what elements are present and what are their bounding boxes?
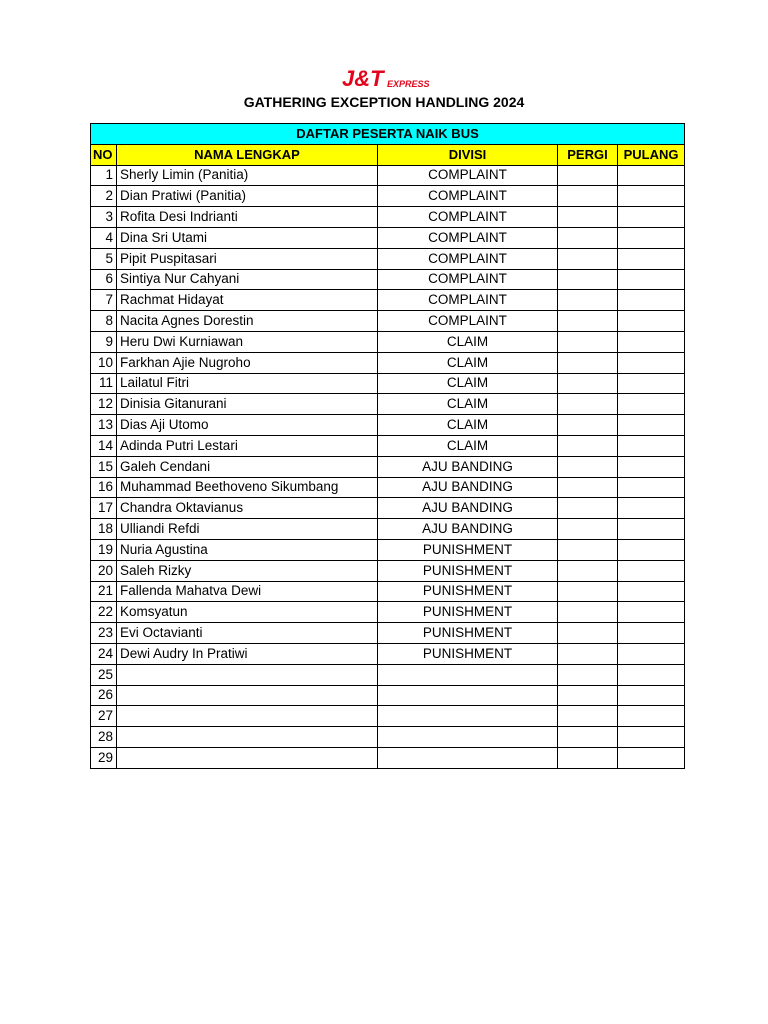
cell-pulang <box>618 415 685 436</box>
cell-divisi: PUNISHMENT <box>378 602 558 623</box>
table-row <box>91 373 685 394</box>
cell-name: Komsyatun <box>117 602 378 623</box>
cell-divisi: PUNISHMENT <box>378 581 558 602</box>
table-row <box>91 456 685 477</box>
cell-name: Sherly Limin (Panitia) <box>117 165 378 186</box>
cell-pergi <box>558 331 618 352</box>
cell-no: 16 <box>91 477 117 498</box>
table-row <box>91 227 685 248</box>
cell-pulang <box>618 477 685 498</box>
header-pergi: PERGI <box>558 144 618 165</box>
cell-no: 2 <box>91 186 117 207</box>
cell-name: Lailatul Fitri <box>117 373 378 394</box>
cell-no: 24 <box>91 643 117 664</box>
cell-divisi: COMPLAINT <box>378 290 558 311</box>
cell-pergi <box>558 165 618 186</box>
cell-divisi: COMPLAINT <box>378 207 558 228</box>
cell-pulang <box>618 186 685 207</box>
cell-pulang <box>618 581 685 602</box>
cell-name: Heru Dwi Kurniawan <box>117 331 378 352</box>
cell-no: 1 <box>91 165 117 186</box>
table-row <box>91 560 685 581</box>
cell-pulang <box>618 269 685 290</box>
cell-name: Rofita Desi Indrianti <box>117 207 378 228</box>
table-row <box>91 165 685 186</box>
table-row <box>91 415 685 436</box>
cell-no: 7 <box>91 290 117 311</box>
cell-name: Evi Octavianti <box>117 623 378 644</box>
cell-divisi: COMPLAINT <box>378 269 558 290</box>
cell-name <box>117 664 378 685</box>
cell-pergi <box>558 269 618 290</box>
table-banner: DAFTAR PESERTA NAIK BUS <box>91 124 685 145</box>
cell-pulang <box>618 352 685 373</box>
cell-divisi <box>378 727 558 748</box>
cell-divisi: PUNISHMENT <box>378 623 558 644</box>
cell-pergi <box>558 290 618 311</box>
cell-no: 18 <box>91 519 117 540</box>
cell-divisi: COMPLAINT <box>378 165 558 186</box>
header-divisi: DIVISI <box>378 144 558 165</box>
cell-divisi: AJU BANDING <box>378 498 558 519</box>
table-row <box>91 581 685 602</box>
header-no: NO <box>91 144 117 165</box>
cell-pergi <box>558 623 618 644</box>
table-row <box>91 331 685 352</box>
cell-pulang <box>618 664 685 685</box>
cell-name: Chandra Oktavianus <box>117 498 378 519</box>
header-pulang: PULANG <box>618 144 685 165</box>
cell-no: 5 <box>91 248 117 269</box>
cell-pergi <box>558 186 618 207</box>
jt-express-logo-mark <box>340 66 440 92</box>
cell-name: Fallenda Mahatva Dewi <box>117 581 378 602</box>
cell-pergi <box>558 352 618 373</box>
cell-pulang <box>618 747 685 768</box>
cell-pergi <box>558 581 618 602</box>
table-row <box>91 498 685 519</box>
cell-divisi: CLAIM <box>378 435 558 456</box>
cell-divisi: PUNISHMENT <box>378 560 558 581</box>
document-title: GATHERING EXCEPTION HANDLING 2024 <box>243 94 525 110</box>
cell-pulang <box>618 311 685 332</box>
cell-no: 27 <box>91 706 117 727</box>
cell-pergi <box>558 394 618 415</box>
cell-pergi <box>558 643 618 664</box>
cell-pergi <box>558 311 618 332</box>
cell-name: Nuria Agustina <box>117 539 378 560</box>
cell-pulang <box>618 227 685 248</box>
cell-no: 9 <box>91 331 117 352</box>
cell-no: 21 <box>91 581 117 602</box>
table-row <box>91 685 685 706</box>
cell-pergi <box>558 706 618 727</box>
cell-name: Saleh Rizky <box>117 560 378 581</box>
cell-name <box>117 747 378 768</box>
cell-no: 29 <box>91 747 117 768</box>
logo-sub-text: EXPRESS <box>387 79 430 89</box>
cell-pergi <box>558 373 618 394</box>
cell-pulang <box>618 331 685 352</box>
cell-pulang <box>618 165 685 186</box>
jt-express-logo <box>340 66 440 92</box>
cell-no: 19 <box>91 539 117 560</box>
cell-divisi <box>378 685 558 706</box>
cell-pulang <box>618 435 685 456</box>
cell-pergi <box>558 477 618 498</box>
cell-pulang <box>618 706 685 727</box>
cell-pergi <box>558 227 618 248</box>
cell-divisi: AJU BANDING <box>378 519 558 540</box>
cell-divisi <box>378 747 558 768</box>
cell-pulang <box>618 519 685 540</box>
cell-pulang <box>618 539 685 560</box>
cell-name: Ulliandi Refdi <box>117 519 378 540</box>
table-row <box>91 435 685 456</box>
table-row <box>91 727 685 748</box>
logo-main-text: J&T <box>342 66 384 91</box>
cell-pulang <box>618 685 685 706</box>
table-row <box>91 747 685 768</box>
cell-no: 15 <box>91 456 117 477</box>
cell-no: 17 <box>91 498 117 519</box>
cell-pulang <box>618 394 685 415</box>
cell-name: Dina Sri Utami <box>117 227 378 248</box>
cell-pulang <box>618 560 685 581</box>
cell-pulang <box>618 207 685 228</box>
cell-name: Galeh Cendani <box>117 456 378 477</box>
table-body <box>91 165 685 768</box>
table-row <box>91 623 685 644</box>
table-header-row <box>91 144 685 165</box>
cell-divisi <box>378 664 558 685</box>
cell-pergi <box>558 456 618 477</box>
cell-pulang <box>618 623 685 644</box>
header-name: NAMA LENGKAP <box>117 144 378 165</box>
cell-no: 25 <box>91 664 117 685</box>
cell-pulang <box>618 373 685 394</box>
cell-pergi <box>558 664 618 685</box>
cell-name: Dias Aji Utomo <box>117 415 378 436</box>
cell-divisi: COMPLAINT <box>378 248 558 269</box>
cell-no: 8 <box>91 311 117 332</box>
cell-name: Rachmat Hidayat <box>117 290 378 311</box>
cell-no: 10 <box>91 352 117 373</box>
cell-pergi <box>558 560 618 581</box>
cell-name: Muhammad Beethoveno Sikumbang <box>117 477 378 498</box>
cell-no: 28 <box>91 727 117 748</box>
cell-divisi: CLAIM <box>378 415 558 436</box>
cell-divisi: COMPLAINT <box>378 227 558 248</box>
cell-divisi: CLAIM <box>378 373 558 394</box>
cell-pergi <box>558 498 618 519</box>
cell-pergi <box>558 435 618 456</box>
table-row <box>91 394 685 415</box>
table-row <box>91 643 685 664</box>
table-row <box>91 207 685 228</box>
cell-divisi <box>378 706 558 727</box>
table-row <box>91 664 685 685</box>
cell-no: 26 <box>91 685 117 706</box>
cell-divisi: CLAIM <box>378 394 558 415</box>
cell-pulang <box>618 643 685 664</box>
cell-pergi <box>558 415 618 436</box>
cell-pulang <box>618 456 685 477</box>
cell-pulang <box>618 602 685 623</box>
table-row <box>91 706 685 727</box>
cell-no: 22 <box>91 602 117 623</box>
table-row <box>91 290 685 311</box>
cell-name: Dian Pratiwi (Panitia) <box>117 186 378 207</box>
table-banner-row <box>91 124 685 145</box>
cell-divisi: COMPLAINT <box>378 311 558 332</box>
cell-pergi <box>558 207 618 228</box>
table-row <box>91 477 685 498</box>
cell-pergi <box>558 519 618 540</box>
cell-name <box>117 706 378 727</box>
cell-no: 6 <box>91 269 117 290</box>
cell-name: Nacita Agnes Dorestin <box>117 311 378 332</box>
table-row <box>91 602 685 623</box>
cell-no: 13 <box>91 415 117 436</box>
cell-divisi: COMPLAINT <box>378 186 558 207</box>
cell-no: 3 <box>91 207 117 228</box>
cell-pergi <box>558 685 618 706</box>
cell-name: Adinda Putri Lestari <box>117 435 378 456</box>
cell-pulang <box>618 727 685 748</box>
table-row <box>91 519 685 540</box>
cell-pergi <box>558 602 618 623</box>
table-row <box>91 539 685 560</box>
cell-name <box>117 727 378 748</box>
cell-name: Farkhan Ajie Nugroho <box>117 352 378 373</box>
cell-divisi: AJU BANDING <box>378 477 558 498</box>
cell-pergi <box>558 747 618 768</box>
cell-pulang <box>618 498 685 519</box>
table-row <box>91 269 685 290</box>
cell-name <box>117 685 378 706</box>
cell-no: 20 <box>91 560 117 581</box>
table-row <box>91 352 685 373</box>
cell-pulang <box>618 248 685 269</box>
cell-no: 11 <box>91 373 117 394</box>
cell-no: 12 <box>91 394 117 415</box>
cell-divisi: CLAIM <box>378 352 558 373</box>
table-row <box>91 186 685 207</box>
cell-no: 23 <box>91 623 117 644</box>
cell-divisi: AJU BANDING <box>378 456 558 477</box>
cell-name: Dinisia Gitanurani <box>117 394 378 415</box>
cell-pergi <box>558 727 618 748</box>
cell-divisi: PUNISHMENT <box>378 539 558 560</box>
cell-name: Sintiya Nur Cahyani <box>117 269 378 290</box>
cell-divisi: CLAIM <box>378 331 558 352</box>
table-row <box>91 311 685 332</box>
cell-no: 4 <box>91 227 117 248</box>
cell-divisi: PUNISHMENT <box>378 643 558 664</box>
cell-pergi <box>558 539 618 560</box>
cell-pulang <box>618 290 685 311</box>
cell-name: Pipit Puspitasari <box>117 248 378 269</box>
table-row <box>91 248 685 269</box>
participant-table <box>90 123 685 769</box>
cell-name: Dewi Audry In Pratiwi <box>117 643 378 664</box>
cell-pergi <box>558 248 618 269</box>
cell-no: 14 <box>91 435 117 456</box>
